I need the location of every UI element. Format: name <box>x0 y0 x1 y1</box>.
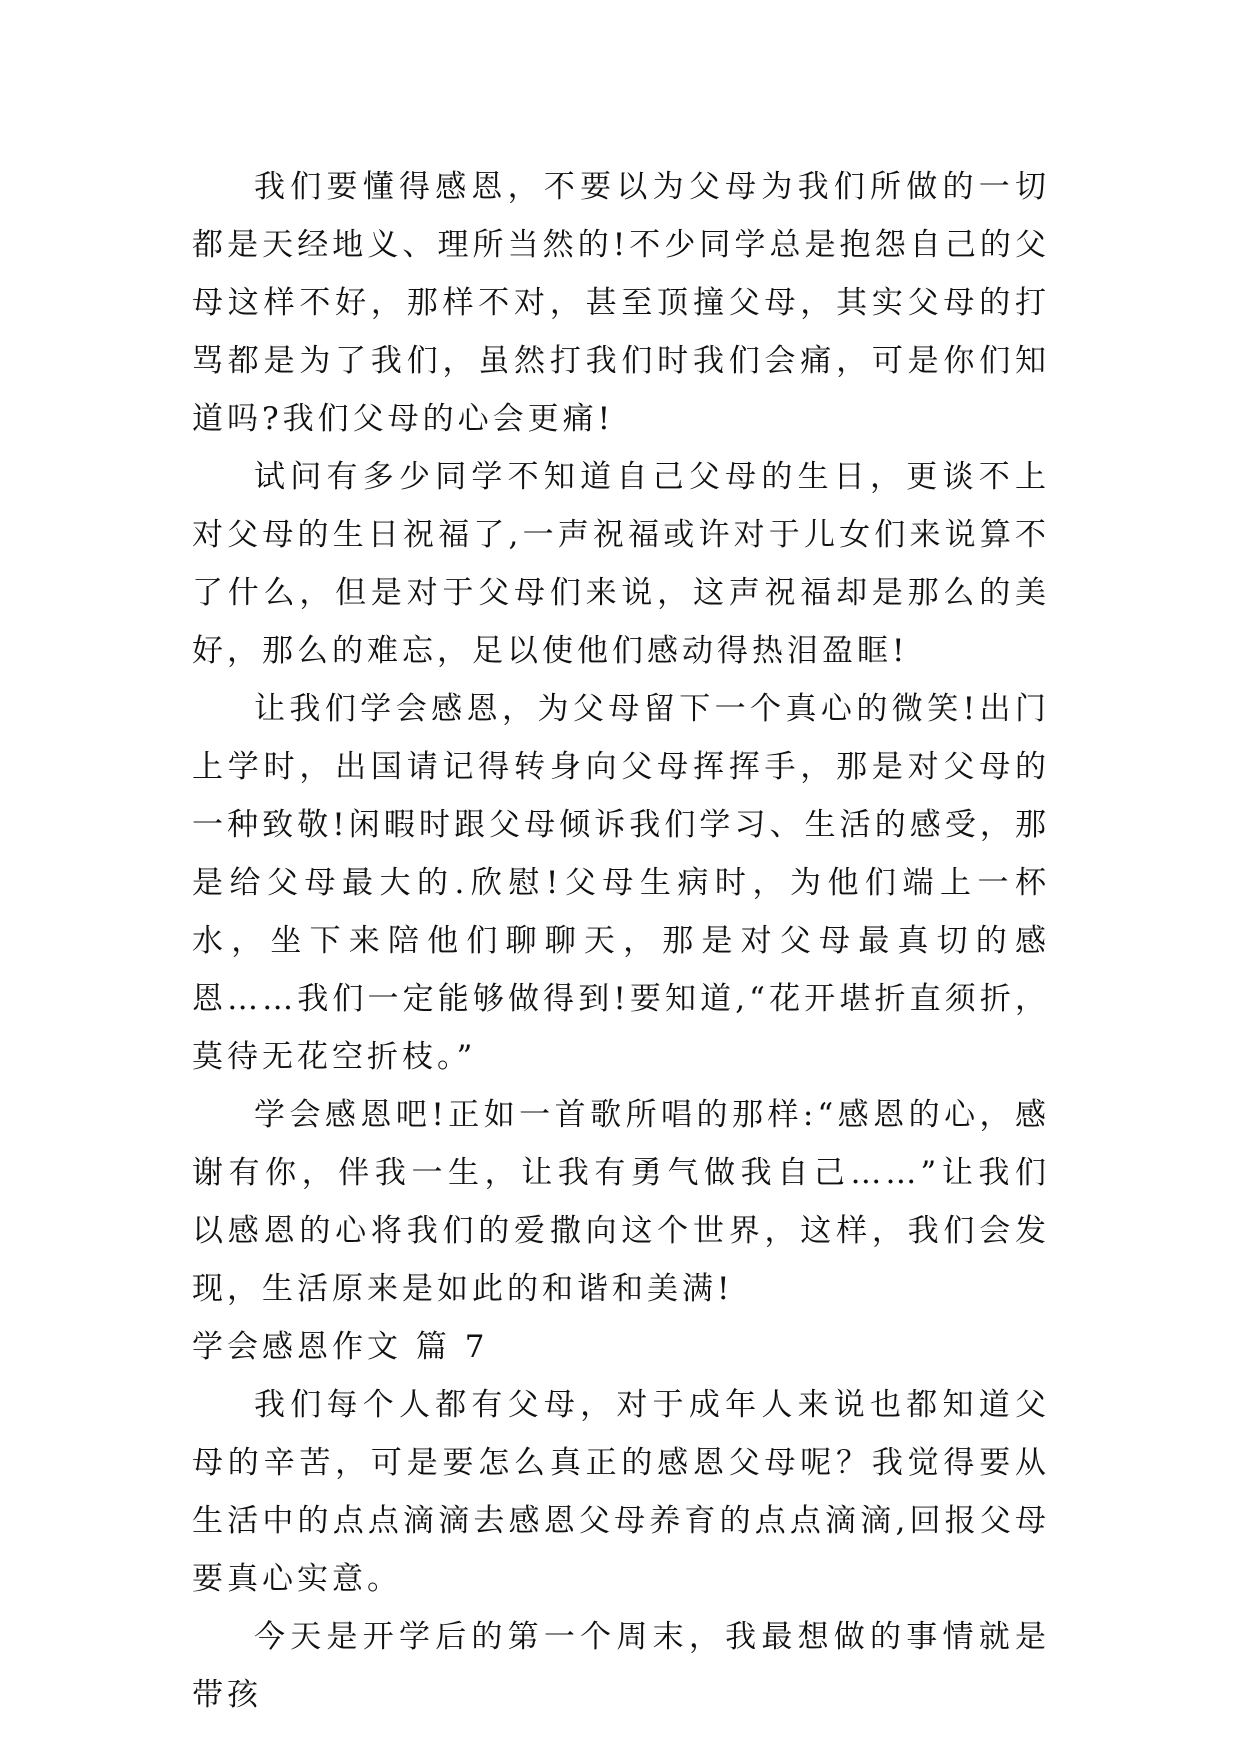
paragraph-6: 今天是开学后的第一个周末，我最想做的事情就是带孩 <box>192 1619 1050 1713</box>
paragraph-4: 学会感恩吧!正如一首歌所唱的那样:“感恩的心，感谢有你，伴我一生，让我有勇气做我自己……”让我们以感恩的心将我们的爱撒向这个世界，这样，我们会发现，生活原来是如此的和谐和美满! <box>192 1097 1050 1307</box>
paragraph-3: 让我们学会感恩，为父母留下一个真心的微笑!出门上学时，出国请记得转身向父母挥挥手，那是对父母的一种致敬!闲暇时跟父母倾诉我们学习、生活的感受，那是给父母最大的.欣慰!父母生病时，为他们端上一杯水，坐下来陪他们聊聊天，那是对父母最真切的感恩……我们一定能够做得到!要知道,“花开堪折直须折，莫待无花空折枝。” <box>192 691 1050 1075</box>
section-heading: 学会感恩作文 篇 7 <box>192 1329 489 1365</box>
paragraph-2: 试问有多少同学不知道自己父母的生日，更谈不上对父母的生日祝福了,一声祝福或许对于儿女们来说算不了什么，但是对于父母们来说，这声祝福却是那么的美好，那么的难忘，足以使他们感动得热泪盈眶! <box>192 459 1050 669</box>
document-body <box>192 158 1050 1724</box>
paragraph-5: 我们每个人都有父母，对于成年人来说也都知道父母的辛苦，可是要怎么真正的感恩父母呢？我觉得要从生活中的点点滴滴去感恩父母养育的点点滴滴,回报父母要真心实意。 <box>192 1387 1050 1597</box>
paragraph-1: 我们要懂得感恩，不要以为父母为我们所做的一切都是天经地义、理所当然的!不少同学总是抱怨自己的父母这样不好，那样不对，甚至顶撞父母，其实父母的打骂都是为了我们，虽然打我们时我们会痛，可是你们知道吗?我们父母的心会更痛! <box>192 169 1050 437</box>
